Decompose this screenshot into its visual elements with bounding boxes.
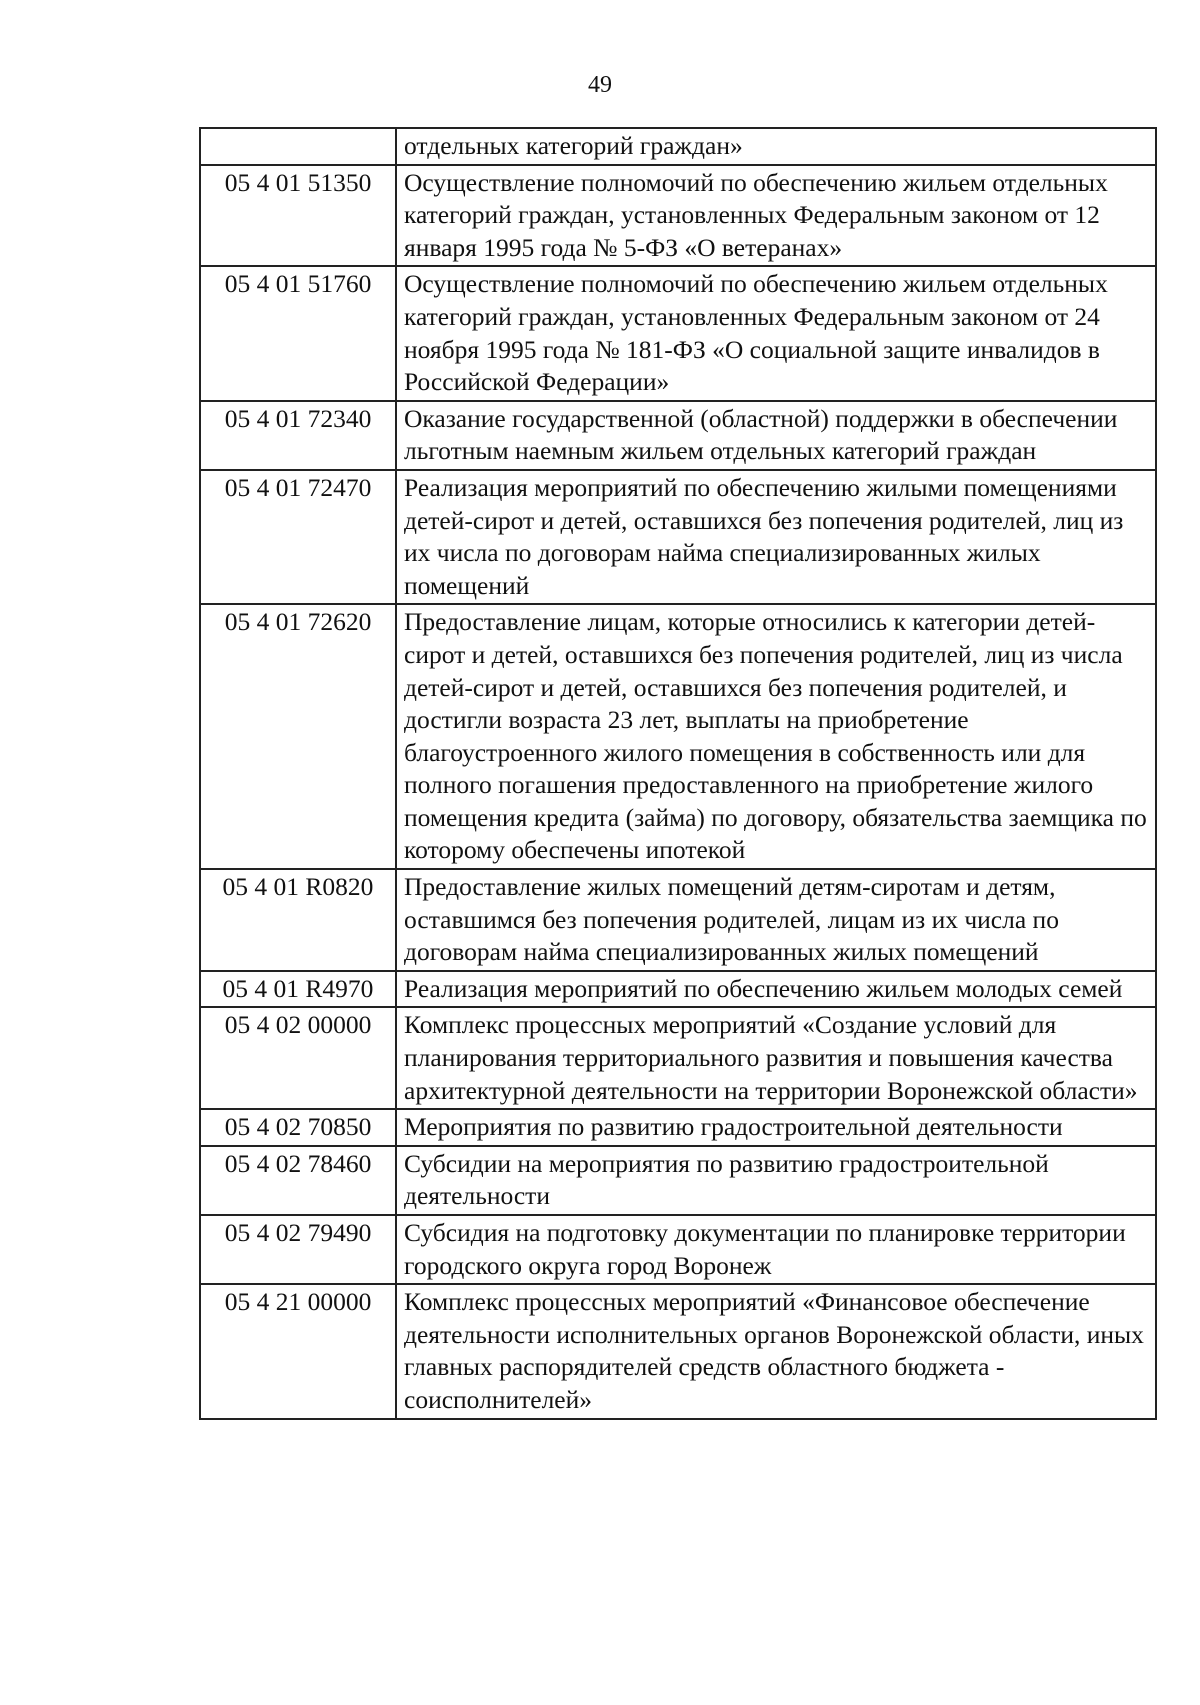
table-row xyxy=(200,401,1156,470)
table-row xyxy=(200,1007,1156,1109)
description-cell: Оказание государственной (областной) поддержки в обеспечении льготным наемным жильем отдельных категорий граждан xyxy=(396,401,1156,470)
code-cell: 05 4 02 78460 xyxy=(200,1146,396,1215)
description-cell: Предоставление жилых помещений детям-сиротам и детям, оставшимся без попечения родителей, лицам из их числа по договорам найма специализированных жилых помещений xyxy=(396,869,1156,971)
description-cell: Мероприятия по развитию градостроительной деятельности xyxy=(396,1109,1156,1146)
code-cell: 05 4 02 00000 xyxy=(200,1007,396,1109)
code-cell: 05 4 01 72620 xyxy=(200,604,396,869)
table-row xyxy=(200,604,1156,869)
code-cell: 05 4 21 00000 xyxy=(200,1284,396,1418)
description-cell: Комплекс процессных мероприятий «Финансовое обеспечение деятельности исполнительных органов Воронежской области, иных главных распорядителей средств областного бюджета - соисполнителей» xyxy=(396,1284,1156,1418)
code-cell xyxy=(200,128,396,165)
table-row xyxy=(200,1146,1156,1215)
code-cell: 05 4 01 51760 xyxy=(200,266,396,400)
code-cell: 05 4 01 72340 xyxy=(200,401,396,470)
table-row xyxy=(200,971,1156,1008)
table-row xyxy=(200,266,1156,400)
table-row xyxy=(200,1109,1156,1146)
page-number: 49 xyxy=(588,72,612,98)
table-row xyxy=(200,165,1156,267)
code-cell: 05 4 01 72470 xyxy=(200,470,396,604)
table-row xyxy=(200,470,1156,604)
code-cell: 05 4 01 51350 xyxy=(200,165,396,267)
description-cell: Реализация мероприятий по обеспечению жилыми помещениями детей-сирот и детей, оставшихся без попечения родителей, лиц из их числа по договорам найма специализированных жилых помещений xyxy=(396,470,1156,604)
description-cell: Осуществление полномочий по обеспечению жильем отдельных категорий граждан, установленных Федеральным законом от 12 января 1995 года № 5-ФЗ «О ветеранах» xyxy=(396,165,1156,267)
description-cell: Комплекс процессных мероприятий «Создание условий для планирования территориального развития и повышения качества архитектурной деятельности на территории Воронежской области» xyxy=(396,1007,1156,1109)
budget-codes-table xyxy=(199,127,1157,1420)
description-cell: Субсидия на подготовку документации по планировке территории городского округа город Воронеж xyxy=(396,1215,1156,1284)
code-cell: 05 4 01 R0820 xyxy=(200,869,396,971)
table-row xyxy=(200,1284,1156,1418)
description-cell: Осуществление полномочий по обеспечению жильем отдельных категорий граждан, установленных Федеральным законом от 24 ноября 1995 года № 181-ФЗ «О социальной защите инвалидов в Российской Федерации» xyxy=(396,266,1156,400)
description-cell: Субсидии на мероприятия по развитию градостроительной деятельности xyxy=(396,1146,1156,1215)
table-row xyxy=(200,1215,1156,1284)
table-row xyxy=(200,128,1156,165)
table-row xyxy=(200,869,1156,971)
code-cell: 05 4 02 79490 xyxy=(200,1215,396,1284)
code-cell: 05 4 01 R4970 xyxy=(200,971,396,1008)
description-cell: Предоставление лицам, которые относились к категории детей-сирот и детей, оставшихся без попечения родителей, лиц из числа детей-сирот и детей, оставшихся без попечения родителей, и достигли возраста 23 лет, выплаты на приобретение благоустроенного жилого помещения в собственность или для полного погашения предоставленного на приобретение жилого помещения кредита (займа) по договору, обязательства заемщика по которому обеспечены ипотекой xyxy=(396,604,1156,869)
description-cell: Реализация мероприятий по обеспечению жильем молодых семей xyxy=(396,971,1156,1008)
code-cell: 05 4 02 70850 xyxy=(200,1109,396,1146)
description-cell: отдельных категорий граждан» xyxy=(396,128,1156,165)
